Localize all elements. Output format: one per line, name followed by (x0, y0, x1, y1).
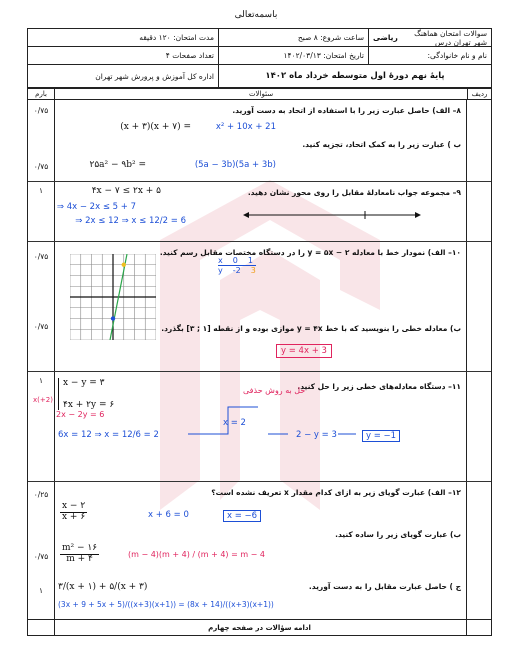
question-12 (28, 482, 491, 619)
q9-score: ۱ (38, 186, 44, 195)
number-line (243, 208, 423, 222)
question-8 (28, 100, 491, 182)
coordinate-grid (70, 254, 156, 340)
q11-work-4: x = 2 (223, 418, 246, 428)
q8-answer-a: x² + 10x + 21 (215, 122, 276, 132)
q9-work-2: ⇒ 2x ≤ 12 ⇒ x ≤ 12/2 = 6 (75, 216, 186, 226)
q10-text-b: ب) معادله خطی را بنویسید که با خط y = ۴x موازی بوده و از نقطه [۱ ; ۳] بگذرد. (161, 324, 461, 333)
col-radif: ردیف (467, 89, 491, 99)
q9-expr: ۴x − ۷ ≤ ۲x + ۵ (91, 186, 161, 196)
exam-course-label: سوالات امتحان هماهنگ شهر تهران درس (414, 28, 487, 47)
q12-answer-a-1: x + 6 = 0 (148, 510, 189, 520)
q12-answer-c: (3x + 9 + 5x + 5)/((x+3)(x+1)) = (8x + 14)/((x+3)(x+1)) (58, 600, 274, 609)
questions-table (27, 88, 492, 636)
q9-work-1: ⇒ 4x − 2x ≤ 5 + 7 (56, 202, 136, 212)
q8-expr-b: ۲۵a² − ۹b² = (89, 160, 146, 170)
q10-score-b: ۰/۷۵ (33, 322, 49, 331)
q12-score-c: ۱ (38, 586, 44, 595)
q10-score-a: ۰/۷۵ (33, 252, 49, 261)
q11-work-3: 6x = 12 ⇒ x = 12/6 = 2 (58, 430, 159, 440)
question-11 (28, 372, 491, 482)
q12-frac-a (60, 502, 87, 523)
basmala: باسمه‌تعالی (234, 10, 278, 20)
q12-answer-b: (m − 4)(m + 4) / (m + 4) = m − 4 (128, 550, 265, 559)
table-x-header: x (218, 256, 223, 265)
q12-answer-a-2: x = −6 (223, 510, 261, 522)
q12-text-a: ۱۲– الف) عبارت گویای زیر به ازای کدام مقدار x تعریف نشده است؟ (211, 488, 461, 497)
question-10 (28, 242, 491, 372)
q12-score-a: ۰/۲۵ (33, 490, 49, 499)
q11-note: حل به روش حذفی (243, 386, 306, 395)
q12-text-c: ج ) حاصل عبارت مقابل را به دست آورید. (308, 582, 461, 591)
page-count: تعداد صفحات ۴ (165, 51, 214, 60)
table-y-header: y (218, 266, 223, 275)
q11-work-1: x(+2) (33, 396, 53, 404)
q9-text: ۹– مجموعه جواب نامعادلهٔ مقابل را روی محور نشان دهید. (247, 188, 461, 197)
table-y-1: 3 (250, 266, 256, 275)
q12-text-b: ب) عبارت گویای زیر را ساده کنید. (335, 530, 461, 539)
q12-frac-b (60, 544, 99, 565)
q8-score-b: ۰/۷۵ (33, 162, 49, 171)
q11-work-2: 2x − 2y = 6 (56, 410, 105, 419)
exam-header (27, 28, 492, 88)
col-score: بارم (35, 90, 47, 98)
q11-score: ۱ (38, 376, 44, 385)
student-name-field: نام و نام خانوادگی: (368, 47, 491, 64)
q12-score-b: ۰/۷۵ (33, 552, 49, 561)
continue-note: ادامه سؤالات در صفحه چهارم (27, 619, 492, 636)
q11-answer: y = −1 (362, 430, 400, 442)
department-name: اداره کل آموزش و پرورش شهر تهران (95, 71, 214, 81)
q10-answer-b: y = 4x + 3 (276, 344, 332, 358)
exam-duration: مدت امتحان: ۱۲۰ دقیقه (139, 33, 214, 42)
q12-b-num: m² − ۱۶ (62, 543, 98, 553)
q8-score-a: ۰/۷۵ (33, 106, 49, 115)
q12-expr-c: ۳/(x + ۱) + ۵/(x + ۳) (58, 582, 148, 592)
q8-expr-a: (x + ۳)(x + ۷) = (120, 122, 191, 132)
q8-answer-b: (5a − 3b)(5a + 3b) (194, 160, 276, 170)
q12-b-den: m + ۴ (66, 553, 93, 564)
q11-eq-2: ۴x + ۲y = ۶ (63, 400, 115, 410)
q11-eq-1: x − y = ۳ (63, 378, 105, 388)
q11-work-5: 2 − y = 3 (296, 430, 337, 440)
exam-title: پایهٔ نهم دورهٔ اول متوسطه خرداد ماه ۱۴۰۲ (218, 65, 491, 87)
q12-a-num: x − ۲ (62, 501, 86, 511)
q8-text-a: ۸– الف) حاصل عبارت زیر را با استفاده از اتحاد به دست آورید. (232, 106, 461, 115)
q8-text-b: ب ) عبارت زیر را به کمک اتحاد، تجزیه کنید. (302, 140, 461, 149)
q11-text: ۱۱– دستگاه معادله‌های خطی زیر را حل کنید. (297, 382, 461, 391)
q10-text-a: ۱۰– الف) نمودار خط با معادله y = ۵x − ۲ را در دستگاه مختصات مقابل رسم کنید. (159, 248, 461, 257)
q11-system (58, 378, 114, 410)
exam-date: تاریخ امتحان: ۱۴۰۲/۰۳/۱۳ (218, 47, 368, 64)
table-x-1: 1 (247, 256, 253, 265)
table-y-0: -2 (232, 266, 241, 275)
q11-arrows (188, 402, 368, 442)
col-questions: سئوالات (54, 89, 467, 99)
table-x-0: 0 (232, 256, 238, 265)
exam-subject: ریاضی (373, 33, 398, 42)
q10-table (218, 256, 256, 275)
exam-start-time: ساعت شروع: ۸ صبح (218, 29, 368, 46)
question-9 (28, 182, 491, 242)
q12-a-den: x + ۶ (62, 511, 86, 522)
